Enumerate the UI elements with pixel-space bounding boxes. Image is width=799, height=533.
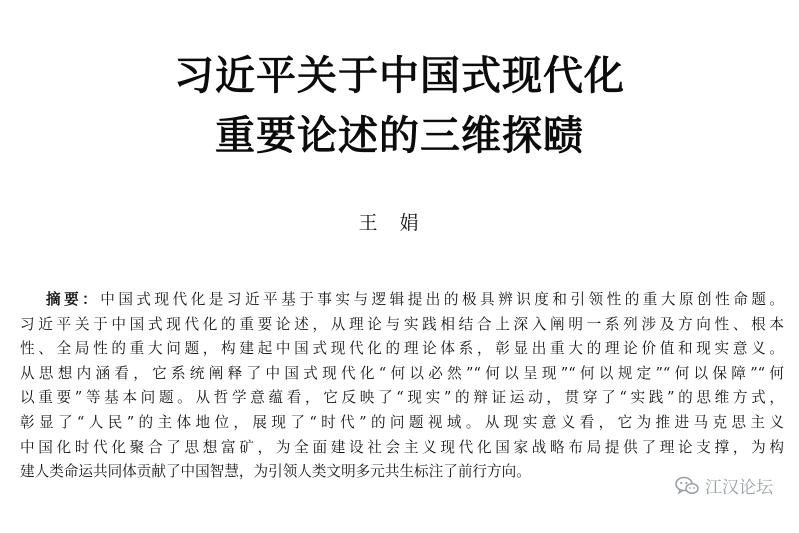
abstract-text: 中国式现代化是习近平基于事实与逻辑提出的极具辨识度和引领性的重大原创性命题。 <box>100 291 784 308</box>
watermark-text: 江汉论坛 <box>705 478 773 498</box>
article-title-line-2: 重要论述的三维探赜 <box>215 113 584 159</box>
article-title-line-1: 习近平关于中国式现代化 <box>174 53 625 99</box>
abstract-line: 以重要”等基本问题。从哲学意蕴看，它反映了“现实”的辩证运动，贯穿了“实践”的思维方式， <box>20 389 784 407</box>
wechat-icon <box>675 476 699 496</box>
abstract-line: 彰显了“人民”的主体地位，展现了“时代”的问题视域。从现实意义看，它为推进马克思主义 <box>20 413 784 431</box>
watermark <box>675 473 773 498</box>
abstract-line: 中国化时代化聚合了思想富矿，为全面建设社会主义现代化国家战略布局提供了理论支撑，为构 <box>20 438 784 456</box>
abstract-line: 性、全局性的重大问题，构建起中国式现代化的理论体系，彰显出重大的理论价值和现实意义。 <box>20 340 784 358</box>
abstract-label: 摘要： <box>46 291 101 308</box>
author-name: 王娟 <box>358 212 441 234</box>
abstract <box>20 288 784 485</box>
abstract-line: 建人类命运共同体贡献了中国智慧，为引领人类文明多元共生标注了前行方向。 <box>20 463 531 481</box>
abstract-line: 从思想内涵看，它系统阐释了中国式现代化“何以必然”“何以呈现”“何以规定”“何以保障”“何 <box>20 364 784 382</box>
abstract-line: 习近平关于中国式现代化的重要论述，从理论与实践相结合上深入阐明一系列涉及方向性、根本 <box>20 315 784 333</box>
abstract-line <box>20 288 784 313</box>
